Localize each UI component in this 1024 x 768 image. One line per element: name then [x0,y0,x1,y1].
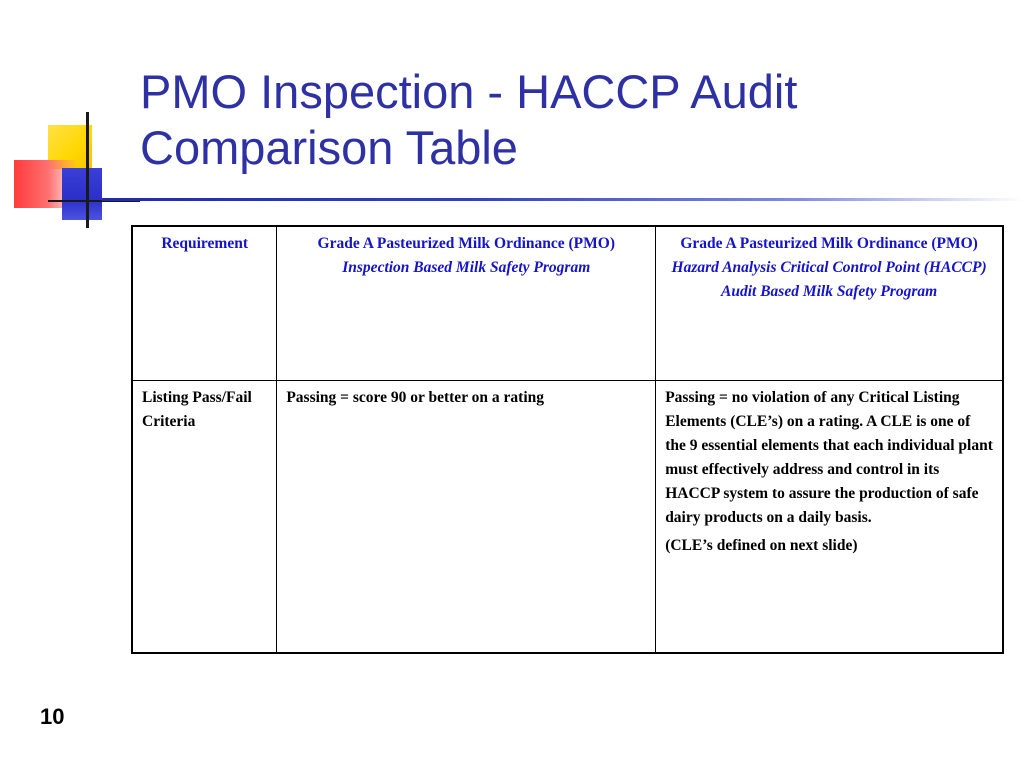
row-requirement [132,381,277,654]
header-haccp-title: Grade A Pasteurized Milk Ordinance (PMO) [680,235,978,252]
title-underline [102,198,1024,201]
row-haccp-text: Passing = no violation of any Critical Listing Elements (CLE’s) on a rating. A CLE is one of the 9 essential elements that each individual plant must effectively address and control in its HACCP system to assure the production of safe dairy products on a daily basis. [665,389,993,526]
row-requirement-text: Listing Pass/Fail Criteria [142,389,252,430]
header-requirement [132,226,277,381]
table-row [132,381,1003,654]
comparison-table [131,225,1004,654]
header-pmo-title: Grade A Pasteurized Milk Ordinance (PMO) [317,235,615,252]
header-pmo-subtitle: Inspection Based Milk Safety Program [342,259,591,276]
slide-title: PMO Inspection - HACCP Audit Comparison Table [140,65,798,174]
row-haccp [656,381,1003,654]
header-haccp [656,226,1003,381]
header-pmo [277,226,656,381]
row-pmo [277,381,656,654]
row-pmo-text: Passing = score 90 or better on a rating [286,389,545,406]
logo-vertical-line [86,112,89,228]
table-header-row [132,226,1003,381]
header-requirement-label: Requirement [161,235,248,252]
header-haccp-subtitle: Hazard Analysis Critical Control Point (HACCP) Audit Based Milk Safety Program [671,259,987,300]
blue-square [62,168,102,220]
row-haccp-note: (CLE’s defined on next slide) [665,537,858,554]
decorative-logo [0,0,140,240]
page-number: 10 [40,704,65,729]
